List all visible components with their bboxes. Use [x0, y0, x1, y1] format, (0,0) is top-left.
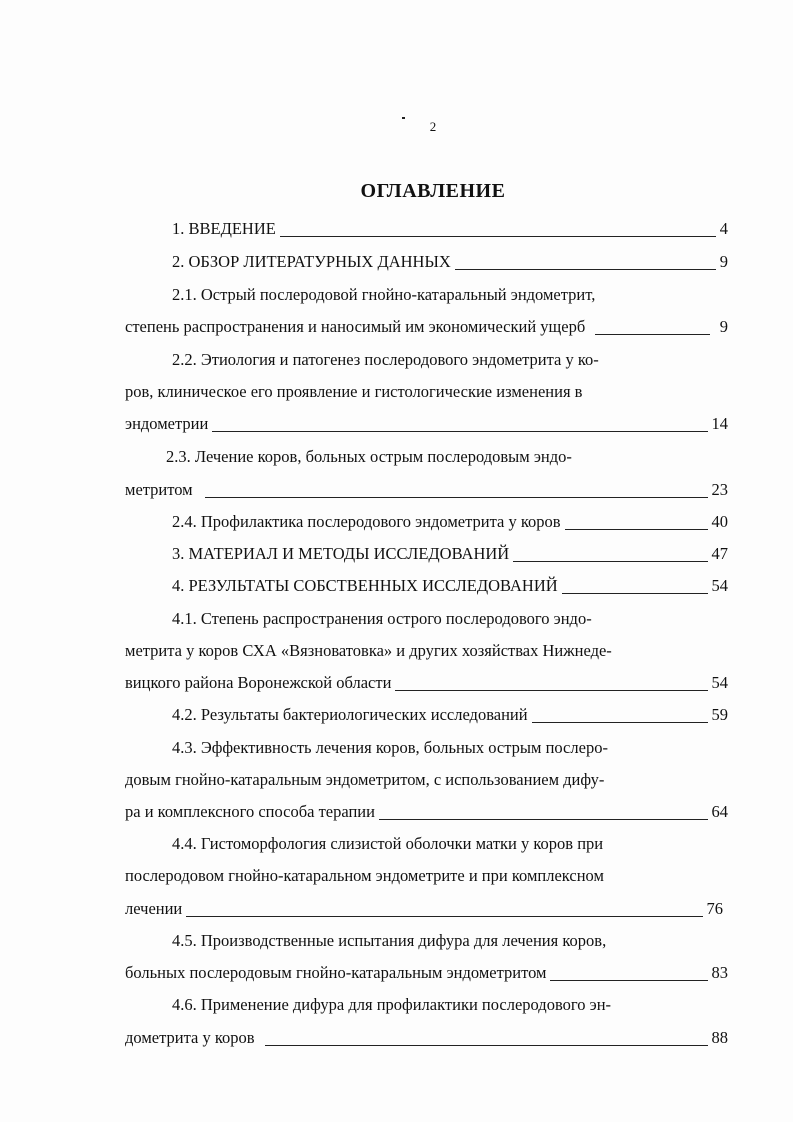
toc-page-number: 4 [719, 219, 728, 238]
toc-entry-text: 2.4. Профилактика послеродового эндометрита у коров [172, 512, 561, 531]
toc-entry-4-3-line2: довым гнойно-катаральным эндометритом, с использованием дифу- [125, 770, 605, 789]
toc-entry-2-3-line1: 2.3. Лечение коров, больных острым послеродовым эндо- [166, 447, 572, 466]
toc-entry-text: метритом [125, 480, 193, 499]
toc-entry-2-4 [172, 509, 728, 535]
toc-entry-2-2-line2: ров, клиническое его проявление и гистологические изменения в [125, 382, 583, 401]
toc-page-number: 54 [711, 673, 728, 692]
toc-entry-4-2 [172, 702, 728, 728]
toc-page-number: 54 [711, 576, 728, 595]
toc-page-number: 9 [719, 317, 728, 336]
toc-entry-text: дометрита у коров [125, 1028, 255, 1047]
toc-title: ОГЛАВЛЕНИЕ [360, 180, 506, 202]
toc-entry-2-1-line2 [125, 314, 728, 340]
toc-entry-literature-review [172, 249, 728, 275]
toc-entry-text: больных послеродовым гнойно-катаральным эндометритом [125, 963, 547, 982]
toc-leader-line [212, 431, 707, 432]
toc-entry-materials-methods [172, 541, 728, 567]
toc-entry-introduction [172, 216, 728, 242]
toc-entry-text: 1. ВВЕДЕНИЕ [172, 219, 276, 238]
toc-entry-4-4-line2: послеродовом гнойно-катаральном эндометрите и при комплексном [125, 866, 604, 885]
toc-leader-line [280, 236, 716, 237]
toc-entry-4-1-line3 [125, 670, 728, 696]
toc-page-number: 9 [719, 252, 728, 271]
toc-leader-line [395, 690, 707, 691]
toc-page-number: 40 [711, 512, 728, 531]
toc-leader-line [595, 334, 710, 335]
toc-leader-line [532, 722, 708, 723]
toc-entry-4-4-line3 [125, 896, 723, 922]
toc-leader-line [186, 916, 702, 917]
toc-leader-line [379, 819, 708, 820]
toc-entry-text: 4.2. Результаты бактериологических исследований [172, 705, 528, 724]
toc-entry-4-6-line1: 4.6. Применение дифура для профилактики послеродового эн- [172, 995, 612, 1014]
toc-leader-line [562, 593, 708, 594]
toc-leader-line [513, 561, 707, 562]
toc-entry-text: 3. МАТЕРИАЛ И МЕТОДЫ ИССЛЕДОВАНИЙ [172, 544, 510, 563]
toc-entry-2-1-line1: 2.1. Острый послеродовой гнойно-катаральный эндометрит, [172, 285, 596, 304]
toc-leader-line [550, 980, 707, 981]
toc-page-number: 59 [711, 705, 728, 724]
toc-entry-text: 4. РЕЗУЛЬТАТЫ СОБСТВЕННЫХ ИССЛЕДОВАНИЙ [172, 576, 558, 595]
toc-leader-line [565, 529, 708, 530]
toc-entry-4-1-line1: 4.1. Степень распространения острого послеродового эндо- [172, 609, 592, 628]
toc-entry-text: лечении [125, 899, 183, 918]
toc-entry-4-4-line1: 4.4. Гистоморфология слизистой оболочки матки у коров при [172, 834, 604, 853]
toc-page-number: 88 [711, 1028, 728, 1047]
toc-entry-text: эндометрии [125, 414, 209, 433]
toc-leader-line [455, 269, 716, 270]
toc-entry-text: вицкого района Воронежской области [125, 673, 392, 692]
toc-entry-results [172, 573, 728, 599]
toc-entry-2-3-line2 [125, 477, 728, 503]
toc-page-number: 47 [711, 544, 728, 563]
toc-entry-4-3-line1: 4.3. Эффективность лечения коров, больных острым послеро- [172, 738, 608, 757]
toc-entry-2-2-line3 [125, 411, 728, 437]
toc-entry-text: ра и комплексного способа терапии [125, 802, 375, 821]
toc-leader-line [205, 497, 708, 498]
toc-page-number: 76 [706, 899, 723, 918]
page-number: 2 [429, 119, 437, 134]
toc-leader-line [265, 1045, 708, 1046]
toc-page-number: 23 [711, 480, 728, 499]
toc-entry-text: 2. ОБЗОР ЛИТЕРАТУРНЫХ ДАННЫХ [172, 252, 451, 271]
toc-entry-2-2-line1: 2.2. Этиология и патогенез послеродового эндометрита у ко- [172, 350, 599, 369]
toc-entry-4-5-line2 [125, 960, 728, 986]
toc-page-number: 83 [711, 963, 728, 982]
toc-entry-4-6-line2 [125, 1025, 728, 1051]
toc-page-number: 14 [711, 414, 728, 433]
toc-entry-4-3-line3 [125, 799, 728, 825]
toc-entry-text: степень распространения и наносимый им экономический ущерб [125, 317, 586, 336]
toc-entry-4-5-line1: 4.5. Производственные испытания дифура для лечения коров, [172, 931, 607, 950]
toc-page-number: 64 [711, 802, 728, 821]
toc-entry-4-1-line2: метрита у коров СХА «Вязноватовка» и других хозяйствах Нижнеде- [125, 641, 612, 660]
